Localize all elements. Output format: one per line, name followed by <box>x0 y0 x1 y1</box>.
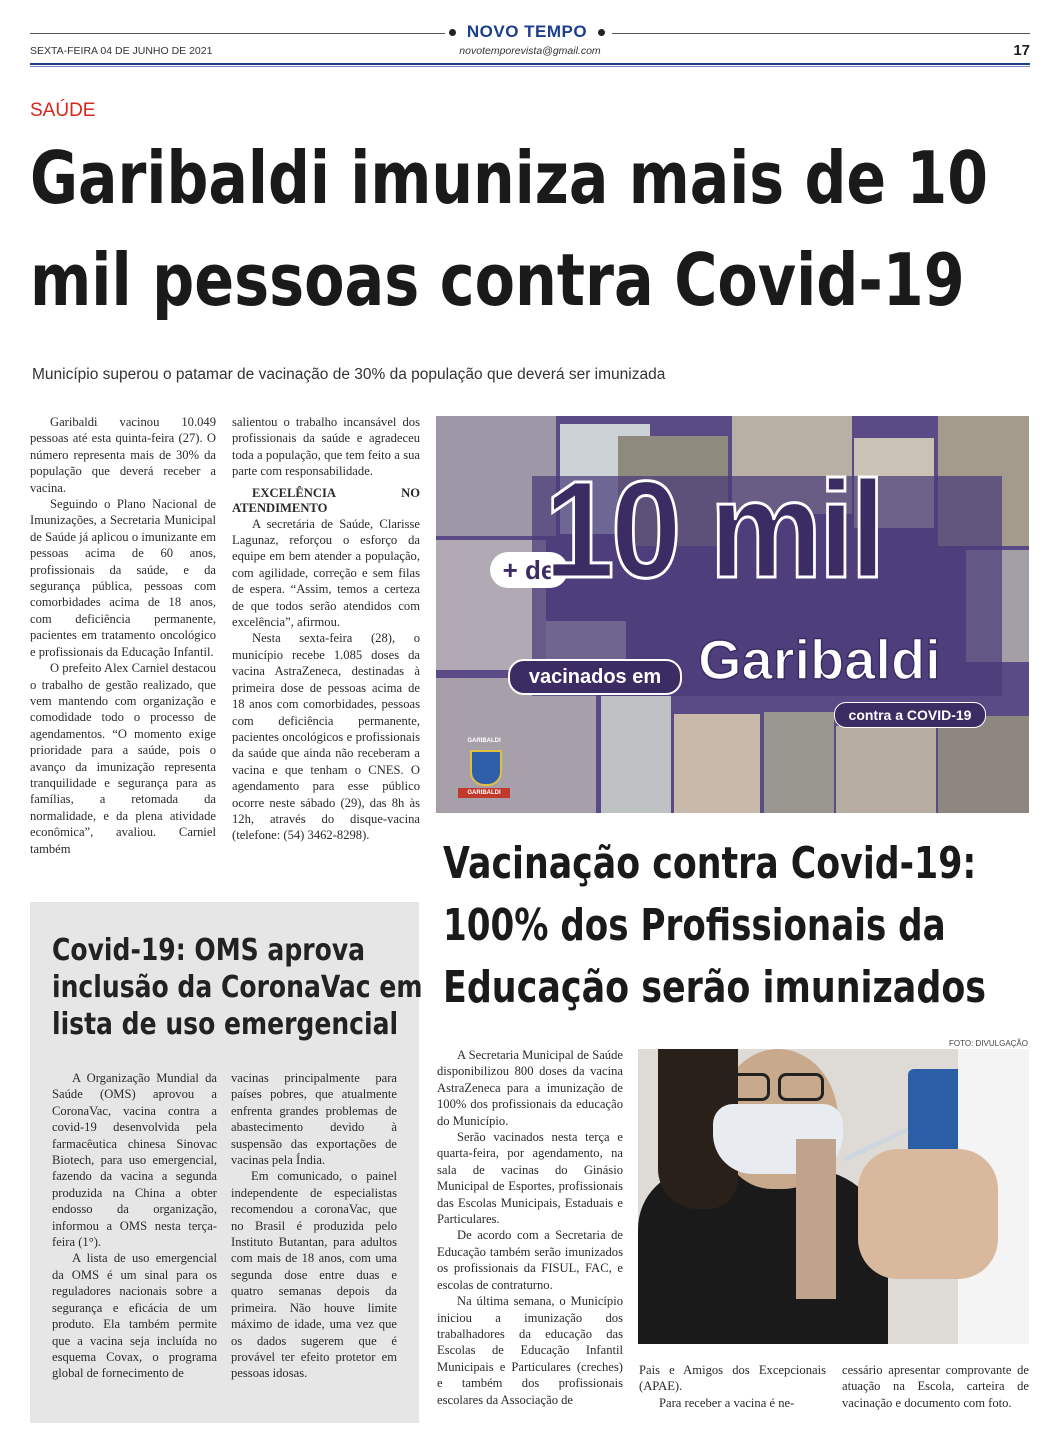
masthead-dot-left <box>449 29 456 36</box>
banner-city: Garibaldi <box>698 628 941 691</box>
masthead-blue-rule <box>30 63 1030 65</box>
crest-ribbon: GARIBALDI <box>458 788 510 798</box>
edu-column-3 <box>842 1362 1029 1411</box>
main-subtitle: Município superou o patamar de vacinação de 30% da população que deverá ser imunizada <box>32 366 666 383</box>
paragraph: Garibaldi vacinou 10.049 pessoas até esta quinta-feira (27). O número representa mais de 30% da população que deverá receber a vacina. <box>30 415 216 495</box>
edu-headline-line1: Vacinação contra Covid-19: <box>443 838 977 889</box>
main-story-column-1 <box>30 414 216 857</box>
oms-headline-line3: lista de uso emergencial <box>52 1007 399 1042</box>
paragraph: salientou o trabalho incansável dos profissionais da saúde e agradeceu toda a população, que tem feito a sua parte com responsabilidade. <box>232 415 420 479</box>
paragraph: Seguindo o Plano Nacional de Imunizações, a Secretaria Municipal de Saúde já aplicou o imunizante em pessoas acima de 60 anos, profissionais da saúde, e da segurança pública, pessoas com comorbidades acima de 18 anos, com deficiência permanente, pacientes em tratamento oncológico e profissionais da Educação Infantil. <box>30 497 216 659</box>
masthead-rule-right <box>612 33 1030 34</box>
paragraph: Para receber a vacina é ne- <box>659 1395 795 1410</box>
issue-date: SEXTA-FEIRA 04 DE JUNHO DE 2021 <box>30 45 213 57</box>
contact-email: novotemporevista@gmail.com <box>459 45 601 57</box>
collage-photo <box>674 714 760 813</box>
photo-glasses-left <box>724 1073 770 1101</box>
paragraph: Em comunicado, o painel independente de especialistas recomendou a coronaVac, que no Brasil é produzida pelo Instituto Butantan, para adultos com mais de 18 anos, com uma segunda dose entre duas e quatro semanas depois da primeira. Não houve limite máximo de idade, uma vez que os dados sugerem que é provável ter efeito protetor em pessoas idosas. <box>231 1169 397 1381</box>
crest-shield-icon <box>470 750 502 786</box>
banner-prefix: + de <box>490 552 568 588</box>
paragraph: A secretária de Saúde, Clarisse Lagunaz, reforçou o esforço da equipe em bem atender a população, com agilidade, correção e sem filas de espera. “Assim, temos a certeza de que todos serão atendidos com excelência”, afirmou. <box>232 516 420 630</box>
section-label: SAÚDE <box>30 100 96 121</box>
oms-headline-line2: inclusão da CoronaVac em <box>52 970 423 1005</box>
masthead-rule-left <box>30 33 445 34</box>
edu-headline-line3: Educação serão imunizados <box>443 962 987 1013</box>
photo-credit: FOTO: DIVULGAÇÃO <box>949 1039 1028 1048</box>
edu-headline-line2: 100% dos Profissionais da <box>443 900 946 951</box>
photo-arm <box>796 1139 836 1299</box>
collage-photo <box>938 716 1029 813</box>
paragraph: A Secretaria Municipal de Saúde disponibilizou 800 doses da vacina AstraZeneca para a imunização de 100% dos profissionais da educação do Município. <box>437 1048 623 1128</box>
subheading: EXCELÊNCIA NO ATENDIMENTO <box>232 485 420 515</box>
vaccination-photo <box>638 1049 1029 1344</box>
main-headline-line2: mil pessoas contra Covid-19 <box>30 238 965 322</box>
paragraph: O prefeito Alex Carniel destacou o trabalho de gestão realizado, que vem mantendo com organização e comodidade todo o processo de agendamentos. “O momento exige prioridade para a saúde, pois o avanço da imunização representa tranquilidade e segurança para as famílias, a retomada da normalidade, e da plena atividade econômica”, avaliou. Carniel também <box>30 661 216 856</box>
oms-column-2 <box>231 1070 397 1382</box>
edu-column-2 <box>639 1362 826 1411</box>
paragraph: A lista de uso emergencial da OMS é um sinal para os reguladores nacionais sobre a segurança e eficácia de um produto. Ela também permite que a vacina seja incluída no esquema Covax, o programa global de fornecimento de <box>52 1251 217 1381</box>
main-story-column-2 <box>232 414 420 844</box>
collage-photo <box>764 712 834 813</box>
municipal-crest <box>454 738 514 806</box>
paragraph: Pais e Amigos dos Excepcionais (APAE). <box>639 1363 826 1394</box>
vaccination-banner <box>436 416 1029 813</box>
paragraph: vacinas principalmente para países pobres, que atualmente enfrenta grandes problemas de abastecimento devido à suspensão das exportações de vacinas pela Índia. <box>231 1071 397 1168</box>
oms-headline-line1: Covid-19: OMS aprova <box>52 933 366 968</box>
banner-vaccinated-label: vacinados em <box>508 659 682 695</box>
masthead-blue-rule-thin <box>30 66 1030 67</box>
page-number: 17 <box>1013 42 1030 59</box>
banner-against-label: contra a COVID-19 <box>834 702 986 728</box>
oms-column-1 <box>52 1070 217 1382</box>
paragraph: A Organização Mundial da Saúde (OMS) aprovou a CoronaVac, vacina contra a covid-19 desenvolvida pela farmacêutica chinesa Sinovac Biotech, para uso emergencial, fazendo da vacina a segunda produzida na China a obter endosso da organização, informou a OMS nesta terça-feira (1°). <box>52 1071 217 1250</box>
paragraph: Nesta sexta-feira (28), o município recebe 1.085 doses da vacina AstraZeneca, destinadas à primeira dose de pessoas acima de 18 anos com comorbidades, pessoas com deficiência permanente, pacientes oncológicos e profissionais da saúde que ainda não receberam a vacina e que tenham o CNES. O agendamento para esse público ocorre neste sábado (29), das 8h às 12h, através do disque-vacina (telefone: (54) 3462-8298). <box>232 631 420 843</box>
newspaper-name: NOVO TEMPO <box>466 22 588 41</box>
edu-column-1 <box>437 1047 623 1408</box>
paragraph: Serão vacinados nesta terça e quarta-feira, por agendamento, na sala de vacinas do Ginásio Municipal de Esportes, profissionais das Escolas Municipais, Estaduais e Particulares. <box>437 1130 623 1227</box>
paragraph: Na última semana, o Município iniciou a imunização dos trabalhadores da educação das Escolas de Educação Infantil Municipais e Particulares (creches) e também dos profissionais escolares da Associação de <box>437 1294 623 1407</box>
crest-title: GARIBALDI <box>467 738 501 744</box>
photo-glasses-right <box>778 1073 824 1101</box>
paragraph: De acordo com a Secretaria de Educação também serão imunizados os profissionais da FISUL, FAC, e escolas de contraturno. <box>437 1228 623 1292</box>
banner-big-number: 10 mil <box>544 453 882 607</box>
photo-nurse-hands <box>858 1149 998 1279</box>
collage-photo <box>601 696 671 813</box>
main-headline-line1: Garibaldi imuniza mais de 10 <box>30 136 988 220</box>
collage-photo <box>836 726 936 813</box>
masthead-dot-right <box>598 29 605 36</box>
paragraph: cessário apresentar comprovante de atuação na Escola, carteira de vacinação e documento com foto. <box>842 1363 1029 1410</box>
